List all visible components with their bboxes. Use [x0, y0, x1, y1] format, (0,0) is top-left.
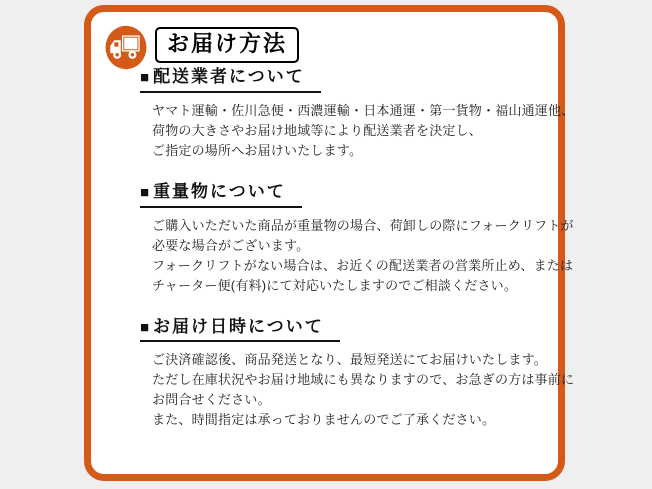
section-heading: [140, 181, 302, 208]
bullet-square-icon: ■: [140, 183, 152, 201]
sections-container: [140, 66, 575, 430]
text-line: ご決済確認後、商品発送となり、最短発送にてお届けいたします。: [152, 352, 547, 368]
section-heading-label: お届け日時について: [153, 316, 324, 336]
text-line: 荷物の大きさやお届け地域等により配送業者を決定し、: [152, 122, 483, 138]
text-line: 必要な場合がございます。: [152, 237, 310, 253]
bullet-square-icon: ■: [140, 69, 152, 86]
text-line: フォークリフトがない場合は、お近くの配送業者の営業所止め、または: [152, 257, 574, 273]
text-line: ヤマト運輸・佐川急便・西濃運輸・日本通運・第一貨物・福山通運他、: [152, 102, 575, 118]
section-body: [152, 216, 574, 296]
text-line: ご指定の場所へお届けいたします。: [152, 142, 363, 158]
section-heading-label: 配送業者について: [153, 67, 305, 86]
truck-icon: [105, 25, 147, 70]
text-line: ただし在庫状況やお届け地域にも異なりますので、お急ぎの方は事前に: [152, 372, 575, 388]
section-heading: [140, 66, 321, 93]
section-heading: [140, 316, 340, 343]
section-body: [152, 350, 575, 430]
section-heavy-items: [140, 161, 574, 296]
text-line: ご購入いただいた商品が重量物の場合、荷卸しの際にフォークリフトが: [152, 217, 574, 233]
panel-header: [91, 12, 558, 70]
section-delivery-date: [140, 296, 575, 431]
page-title: お届け方法: [155, 27, 299, 63]
text-line: また、時間指定は承っておりませんのでご了承ください。: [152, 412, 496, 428]
section-shipping-carriers: [140, 66, 575, 161]
text-line: チャーター便(有料)にて対応いたしますのでご相談ください。: [152, 277, 518, 293]
delivery-info-panel: [84, 5, 575, 481]
bullet-square-icon: ■: [140, 318, 152, 336]
section-heading-label: 重量物について: [153, 181, 286, 201]
text-line: お問合せください。: [152, 392, 271, 408]
section-body: [152, 101, 575, 161]
